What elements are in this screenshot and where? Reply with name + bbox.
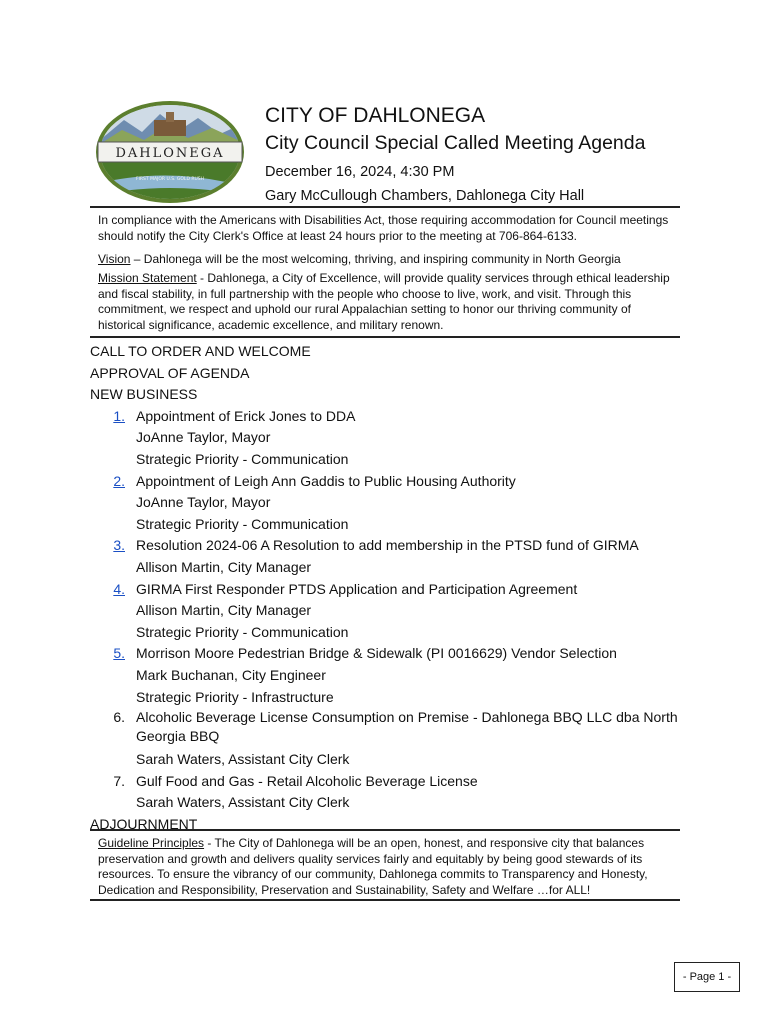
item-title: Appointment of Leigh Ann Gaddis to Public Housing Authority bbox=[136, 472, 516, 489]
item-priority: Strategic Priority - Communication bbox=[136, 450, 349, 467]
item-priority: Strategic Priority - Communication bbox=[136, 623, 349, 640]
item-priority: Strategic Priority - Infrastructure bbox=[136, 688, 334, 705]
item-presenter: JoAnne Taylor, Mayor bbox=[136, 429, 271, 446]
agenda-item bbox=[90, 708, 681, 749]
item-title: Appointment of Erick Jones to DDA bbox=[136, 407, 356, 424]
item-1-link[interactable]: 1. bbox=[113, 407, 125, 424]
item-presenter: JoAnne Taylor, Mayor bbox=[136, 494, 271, 511]
meeting-title: City Council Special Called Meeting Agenda bbox=[265, 132, 646, 154]
agenda-item bbox=[90, 535, 690, 557]
item-5-link[interactable]: 5. bbox=[113, 645, 125, 662]
divider bbox=[90, 206, 680, 208]
guideline-text: - The City of Dahlonega will be an open, honest, and responsive city that balances preservation and growth and delivers quality services fairly and equitably by being good stewards of its resources. To ensure the vibrancy of our community, Dahlonega commits to Transparency and Honesty, Dedication and Responsibility, Preservation and Sustainability, Safety and Welfare …for ALL! bbox=[98, 836, 648, 897]
item-presenter: Sarah Waters, Assistant City Clerk bbox=[136, 751, 350, 768]
item-number: 6. bbox=[113, 709, 125, 726]
item-title: Morrison Moore Pedestrian Bridge & Sidewalk (PI 0016629) Vendor Selection bbox=[136, 645, 617, 662]
city-title: CITY OF DAHLONEGA bbox=[265, 104, 486, 127]
agenda-item bbox=[90, 406, 690, 428]
mission-statement bbox=[98, 271, 678, 333]
agenda-item bbox=[90, 771, 690, 793]
item-priority: Strategic Priority - Communication bbox=[136, 515, 349, 532]
mission-text: - Dahlonega, a City of Excellence, will provide quality services through ethical leadership and fiscal stability, in full partnership with the people who choose to live, work, and visit. Through this commitment, we respect and uphold our rural Appalachian setting to honor our thriving community of historical significance, academic excellence, and military renown. bbox=[98, 271, 670, 332]
agenda-item bbox=[90, 471, 690, 493]
divider bbox=[90, 829, 680, 831]
approval-of-agenda: APPROVAL OF AGENDA bbox=[90, 364, 250, 381]
new-business-heading: NEW BUSINESS bbox=[90, 386, 198, 403]
agenda-item bbox=[90, 579, 690, 601]
vision-text: – Dahlonega will be the most welcoming, thriving, and inspiring community in North Georgia bbox=[130, 252, 621, 266]
item-title: Alcoholic Beverage License Consumption on Premise - Dahlonega BBQ LLC dba North Georgia BBQ bbox=[136, 709, 678, 745]
item-4-link[interactable]: 4. bbox=[113, 580, 125, 597]
agenda-list bbox=[90, 341, 690, 835]
item-presenter: Mark Buchanan, City Engineer bbox=[136, 666, 326, 683]
item-presenter: Sarah Waters, Assistant City Clerk bbox=[136, 794, 350, 811]
adjournment: ADJOURNMENT bbox=[90, 815, 198, 832]
item-title: Gulf Food and Gas - Retail Alcoholic Beverage License bbox=[136, 772, 478, 789]
item-title: GIRMA First Responder PTDS Application and Participation Agreement bbox=[136, 580, 578, 597]
city-seal-logo bbox=[94, 100, 246, 204]
item-title: Resolution 2024-06 A Resolution to add membership in the PTSD fund of GIRMA bbox=[136, 537, 639, 554]
meeting-date-time: December 16, 2024, 4:30 PM bbox=[265, 164, 455, 180]
divider bbox=[90, 899, 680, 901]
item-3-link[interactable]: 3. bbox=[113, 537, 125, 554]
guideline-principles bbox=[98, 836, 678, 898]
item-2-link[interactable]: 2. bbox=[113, 472, 125, 489]
item-number: 7. bbox=[113, 772, 125, 789]
guideline-label: Guideline Principles bbox=[98, 836, 205, 850]
meeting-location: Gary McCullough Chambers, Dahlonega City Hall bbox=[265, 188, 585, 204]
agenda-item bbox=[90, 643, 690, 665]
divider bbox=[90, 336, 680, 338]
vision-label: Vision bbox=[98, 252, 131, 266]
call-to-order: CALL TO ORDER AND WELCOME bbox=[90, 343, 311, 359]
item-presenter: Allison Martin, City Manager bbox=[136, 558, 312, 575]
ada-notice: In compliance with the Americans with Disabilities Act, those requiring accommodation for Council meetings should notify the City Clerk's Office at least 24 hours prior to the meeting at 706-864-6133. bbox=[98, 213, 669, 243]
page-number: - Page 1 - bbox=[674, 962, 740, 992]
logo-text: DAHLONEGA bbox=[115, 146, 225, 161]
logo-tagline: FIRST MAJOR U.S. GOLD RUSH bbox=[136, 177, 204, 182]
mission-label: Mission Statement bbox=[98, 271, 197, 285]
item-presenter: Allison Martin, City Manager bbox=[136, 602, 312, 619]
header-block bbox=[265, 103, 645, 206]
vision-statement bbox=[98, 252, 678, 268]
